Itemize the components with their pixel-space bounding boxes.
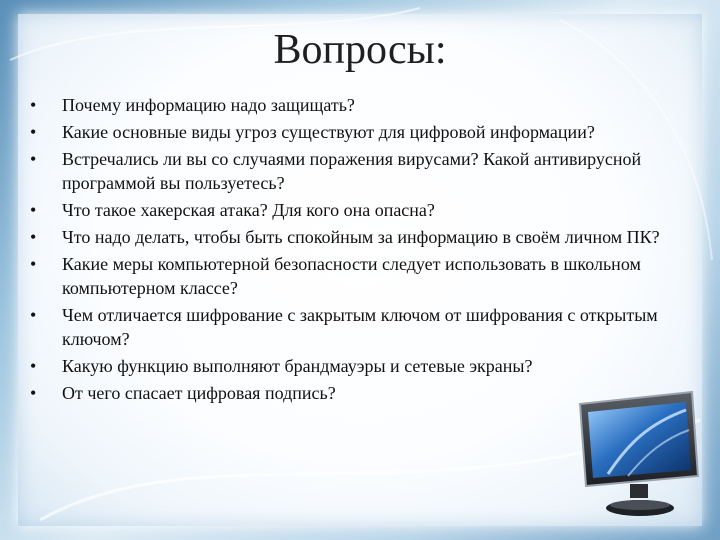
- bullet-icon: •: [30, 383, 37, 403]
- question-text: Какие основные виды угроз существуют для цифровой информации?: [62, 122, 595, 142]
- bullet-icon: •: [30, 227, 37, 247]
- list-item: [26, 120, 666, 144]
- bullet-icon: •: [30, 122, 37, 142]
- question-text: От чего спасает цифровая подпись?: [62, 383, 336, 403]
- bullet-icon: •: [30, 95, 37, 115]
- list-item: [26, 147, 666, 195]
- question-text: Какую функцию выполняют брандмауэры и сетевые экраны?: [62, 356, 533, 376]
- questions-list: [26, 93, 666, 408]
- question-text: Какие меры компьютерной безопасности следует использовать в школьном компьютерном классе?: [62, 254, 641, 298]
- list-item: [26, 252, 666, 300]
- slide-title: Вопросы:: [273, 27, 447, 73]
- computer-monitor-icon: [568, 384, 708, 524]
- list-item: [26, 303, 666, 351]
- question-text: Встречались ли вы со случаями поражения вирусами? Какой антивирусной программой вы пользуетесь?: [62, 149, 642, 193]
- bullet-icon: •: [30, 200, 37, 220]
- list-item: [26, 354, 666, 378]
- question-text: Что надо делать, чтобы быть спокойным за информацию в своём личном ПК?: [62, 227, 660, 247]
- bullet-icon: •: [30, 356, 37, 376]
- question-text: Почему информацию надо защищать?: [62, 95, 355, 115]
- question-text: Что такое хакерская атака? Для кого она опасна?: [62, 200, 435, 220]
- list-item: [26, 93, 666, 117]
- list-item: [26, 198, 666, 222]
- question-text: Чем отличается шифрование с закрытым ключом от шифрования с открытым ключом?: [62, 305, 658, 349]
- bullet-icon: •: [30, 149, 37, 169]
- bullet-icon: •: [30, 305, 37, 325]
- bullet-icon: •: [30, 254, 37, 274]
- list-item: [26, 225, 666, 249]
